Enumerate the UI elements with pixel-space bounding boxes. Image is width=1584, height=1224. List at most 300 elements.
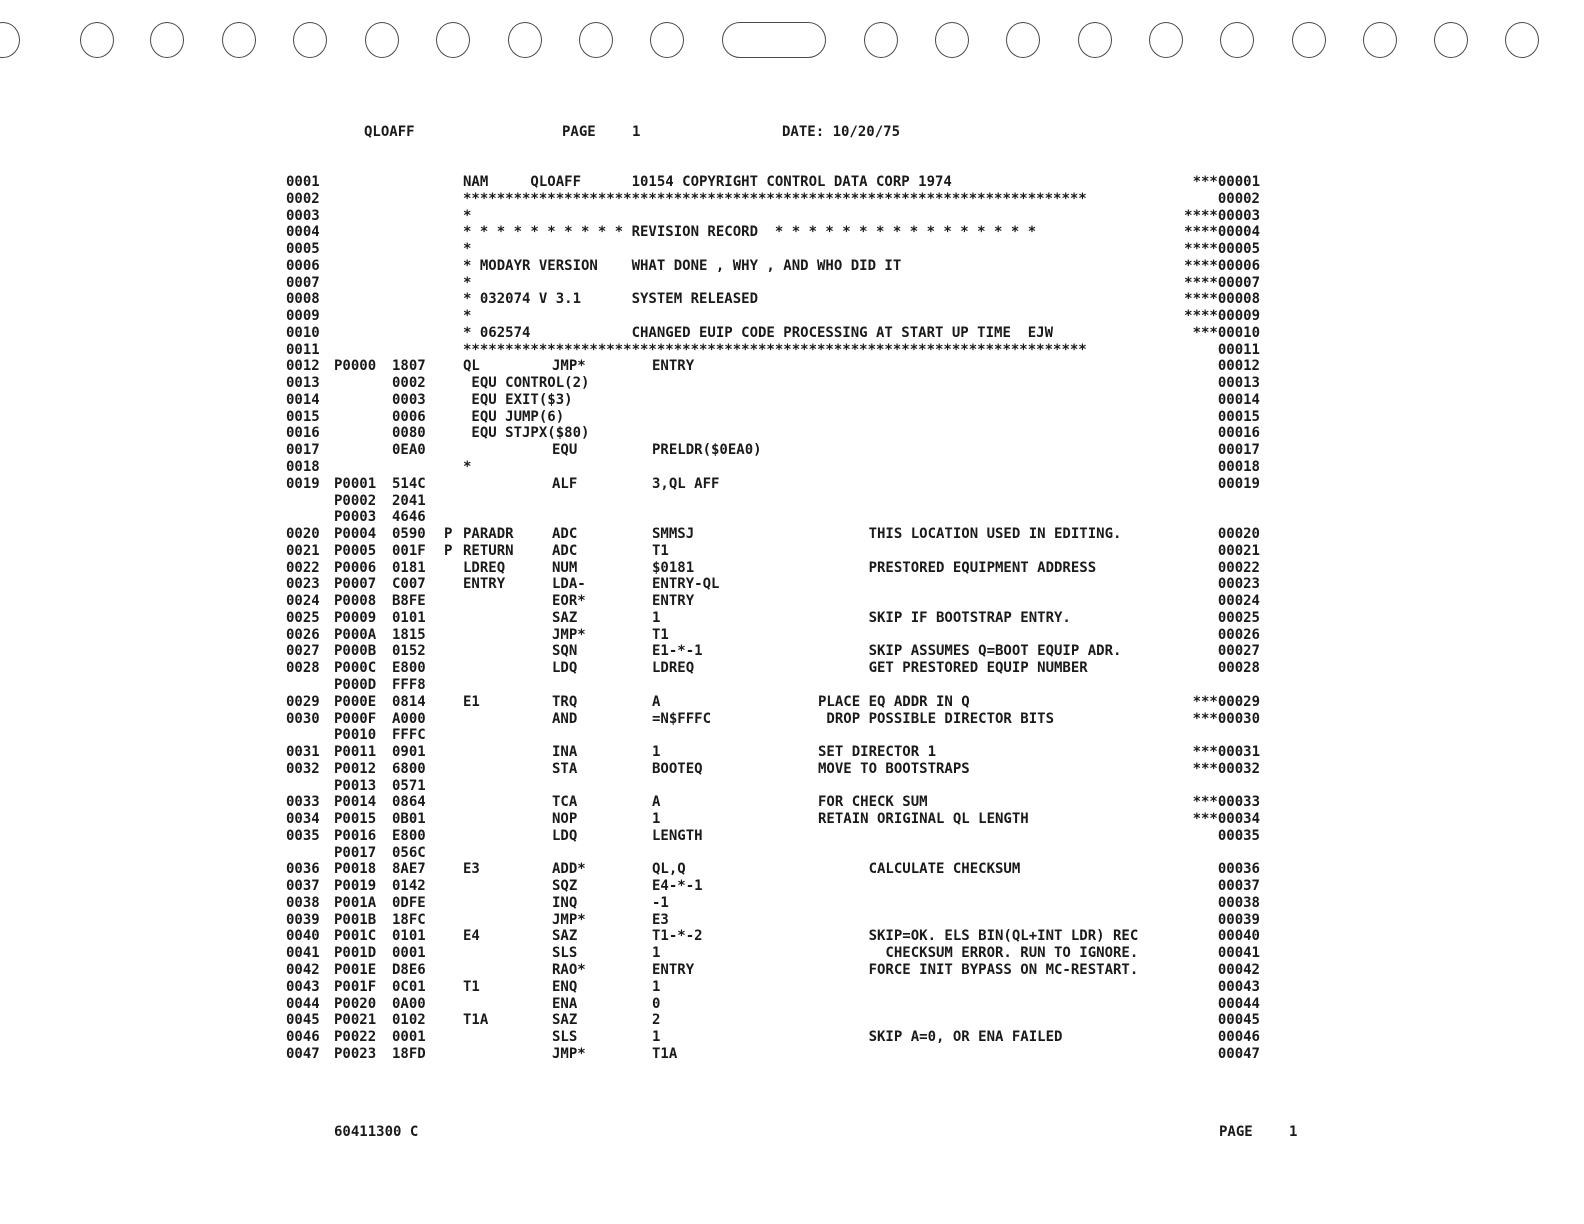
source-text: EQU EXIT($3) — [463, 391, 573, 408]
sequence-number: 00037 — [1217, 878, 1260, 895]
sequence-number: 00044 — [1217, 995, 1260, 1012]
address: P0019 — [334, 878, 377, 895]
listing-row — [0, 694, 1584, 711]
label: T1A — [463, 1012, 489, 1029]
label: E4 — [463, 928, 480, 945]
listing-row — [0, 191, 1584, 208]
line-number: 0035 — [286, 827, 320, 844]
comment: SKIP IF BOOTSTRAP ENTRY. — [818, 609, 1071, 626]
listing-row — [0, 1046, 1584, 1063]
sequence-number: 00015 — [1217, 408, 1260, 425]
listing-row — [0, 258, 1584, 275]
line-number: 0046 — [286, 1029, 320, 1046]
sequence-number: 00045 — [1217, 1012, 1260, 1029]
source-text: ************************************************************************** — [463, 341, 1087, 358]
address: P0017 — [334, 844, 377, 861]
feed-hole — [1292, 22, 1326, 58]
object-code: 0101 — [392, 928, 426, 945]
sequence-number: ***00034 — [1192, 811, 1260, 828]
label: E1 — [463, 693, 480, 710]
sequence-number: 00039 — [1217, 911, 1260, 928]
comment: MOVE TO BOOTSTRAPS — [818, 760, 970, 777]
feed-hole — [150, 22, 184, 58]
operand: E3 — [652, 911, 669, 928]
source-text: * * * * * * * * * * REVISION RECORD * * * * * * * * * * * * * * * * — [463, 224, 1037, 241]
address: P0001 — [334, 475, 377, 492]
feed-hole — [864, 22, 898, 58]
address: P0008 — [334, 593, 377, 610]
sequence-number: ***00001 — [1192, 174, 1260, 190]
address: P0023 — [334, 1045, 377, 1062]
object-code: E800 — [392, 660, 426, 677]
address: P0006 — [334, 559, 377, 576]
address: P0004 — [334, 526, 377, 543]
opcode: ENA — [552, 995, 578, 1012]
object-code: 0901 — [392, 744, 426, 761]
address: P0010 — [334, 727, 377, 744]
operand: A — [652, 794, 661, 811]
address: P000A — [334, 626, 377, 643]
object-code: 0006 — [392, 408, 426, 425]
listing-row — [0, 912, 1584, 929]
sequence-number: ****00008 — [1184, 291, 1260, 308]
operand: E1-*-1 — [652, 643, 703, 660]
opcode: SAZ — [552, 928, 578, 945]
listing-row — [0, 811, 1584, 828]
opcode: EOR* — [552, 593, 586, 610]
line-number: 0030 — [286, 710, 320, 727]
object-code: 001F — [392, 542, 426, 559]
feed-hole — [80, 22, 114, 58]
operand: E4-*-1 — [652, 878, 703, 895]
sequence-number: 00018 — [1217, 459, 1260, 476]
line-number: 0024 — [286, 593, 320, 610]
line-number: 0006 — [286, 257, 320, 274]
listing-row — [0, 375, 1584, 392]
line-number: 0037 — [286, 878, 320, 895]
relocation-flag: P — [444, 542, 453, 559]
feed-hole — [508, 22, 542, 58]
object-code: FFFC — [392, 727, 426, 744]
sequence-number: 00027 — [1217, 643, 1260, 660]
opcode: AND — [552, 710, 578, 727]
sequence-number: ****00009 — [1184, 308, 1260, 325]
address: P0021 — [334, 1012, 377, 1029]
object-code: 0101 — [392, 609, 426, 626]
object-code: A000 — [392, 710, 426, 727]
sequence-number: 00013 — [1217, 375, 1260, 392]
address: P0009 — [334, 609, 377, 626]
object-code: 0142 — [392, 878, 426, 895]
address: P0016 — [334, 827, 377, 844]
comment: THIS LOCATION USED IN EDITING. — [818, 526, 1122, 543]
opcode: TCA — [552, 794, 578, 811]
sequence-number: 00035 — [1217, 827, 1260, 844]
sequence-number: 00016 — [1217, 425, 1260, 442]
listing-row — [0, 627, 1584, 644]
line-number: 0036 — [286, 861, 320, 878]
listing-row — [0, 727, 1584, 744]
source-text: * — [463, 241, 472, 258]
opcode: SLS — [552, 945, 578, 962]
listing-row — [0, 610, 1584, 627]
line-number: 0034 — [286, 811, 320, 828]
listing-row — [0, 509, 1584, 526]
operand: T1-*-2 — [652, 928, 703, 945]
sequence-number: 00022 — [1217, 559, 1260, 576]
operand: ENTRY — [652, 593, 695, 610]
object-code: 0A00 — [392, 995, 426, 1012]
object-code: 0864 — [392, 794, 426, 811]
sequence-number: ***00030 — [1192, 710, 1260, 727]
listing-row — [0, 1012, 1584, 1029]
operand: ENTRY-QL — [652, 576, 720, 593]
opcode: SQZ — [552, 878, 578, 895]
line-number: 0011 — [286, 341, 320, 358]
listing-row — [0, 979, 1584, 996]
comment: DROP POSSIBLE DIRECTOR BITS — [818, 710, 1055, 727]
label: PARADR — [463, 526, 514, 543]
listing-row — [0, 241, 1584, 258]
operand: 3,QL AFF — [652, 475, 720, 492]
sequence-number: ***00032 — [1192, 760, 1260, 777]
operand: =N$FFFC — [652, 710, 712, 727]
operand: ENTRY — [652, 358, 695, 375]
label: RETURN — [463, 542, 514, 559]
sequence-number: 00047 — [1217, 1045, 1260, 1062]
feed-hole — [1006, 22, 1040, 58]
address: P000B — [334, 643, 377, 660]
sequence-number: ****00005 — [1184, 241, 1260, 258]
feed-hole — [0, 22, 20, 58]
opcode: SLS — [552, 1029, 578, 1046]
sequence-number: 00012 — [1217, 358, 1260, 375]
line-number: 0043 — [286, 978, 320, 995]
operand: 0 — [652, 995, 661, 1012]
line-number: 0045 — [286, 1012, 320, 1029]
line-number: 0010 — [286, 324, 320, 341]
line-number: 0021 — [286, 542, 320, 559]
object-code: 0001 — [392, 1029, 426, 1046]
comment: GET PRESTORED EQUIP NUMBER — [818, 660, 1088, 677]
feed-hole — [1078, 22, 1112, 58]
line-number: 0007 — [286, 274, 320, 291]
operand: BOOTEQ — [652, 760, 703, 777]
footer-page-number: 1 — [1289, 1124, 1298, 1140]
address: P001E — [334, 961, 377, 978]
opcode: STA — [552, 760, 578, 777]
address: P001C — [334, 928, 377, 945]
opcode: LDQ — [552, 827, 578, 844]
line-number: 0019 — [286, 475, 320, 492]
listing-row — [0, 593, 1584, 610]
line-number: 0018 — [286, 459, 320, 476]
comment: FORCE INIT BYPASS ON MC-RESTART. — [818, 961, 1139, 978]
opcode: ADD* — [552, 861, 586, 878]
listing-row — [0, 845, 1584, 862]
listing-row — [0, 861, 1584, 878]
opcode: NOP — [552, 811, 578, 828]
address: P0000 — [334, 358, 377, 375]
line-number: 0009 — [286, 308, 320, 325]
operand: LDREQ — [652, 660, 695, 677]
object-code: 0814 — [392, 693, 426, 710]
address: P0018 — [334, 861, 377, 878]
operand: LENGTH — [652, 827, 703, 844]
listing-row — [0, 275, 1584, 292]
object-code: 0152 — [392, 643, 426, 660]
source-text: * MODAYR VERSION WHAT DONE , WHY , AND WHO DID IT — [463, 257, 902, 274]
object-code: 18FC — [392, 911, 426, 928]
source-text: * — [463, 274, 472, 291]
line-number: 0044 — [286, 995, 320, 1012]
footer-page-label: PAGE — [1219, 1124, 1253, 1140]
program-name: QLOAFF — [364, 124, 415, 140]
listing-row — [0, 409, 1584, 426]
opcode: NUM — [552, 559, 578, 576]
source-text: * — [463, 207, 472, 224]
listing-row — [0, 543, 1584, 560]
object-code: 0080 — [392, 425, 426, 442]
source-text: * — [463, 308, 472, 325]
object-code: 0102 — [392, 1012, 426, 1029]
listing-row — [0, 291, 1584, 308]
source-text: ************************************************************************** — [463, 190, 1087, 207]
address: P0022 — [334, 1029, 377, 1046]
operand: A — [652, 693, 661, 710]
line-number: 0042 — [286, 961, 320, 978]
sequence-number: 00023 — [1217, 576, 1260, 593]
relocation-flag: P — [444, 526, 453, 543]
feed-hole — [650, 22, 684, 58]
operand: -1 — [652, 894, 669, 911]
line-number: 0016 — [286, 425, 320, 442]
line-number: 0041 — [286, 945, 320, 962]
line-number: 0013 — [286, 375, 320, 392]
sequence-number: 00017 — [1217, 442, 1260, 459]
comment: PLACE EQ ADDR IN Q — [818, 693, 970, 710]
source-text: EQU STJPX($80) — [463, 425, 590, 442]
listing-row — [0, 224, 1584, 241]
listing-row — [0, 493, 1584, 510]
address: P0013 — [334, 777, 377, 794]
sequence-number: 00020 — [1217, 526, 1260, 543]
feed-hole — [579, 22, 613, 58]
object-code: FFF8 — [392, 676, 426, 693]
line-number: 0031 — [286, 744, 320, 761]
listing-row — [0, 761, 1584, 778]
tractor-feed-holes — [0, 22, 1584, 66]
listing-row — [0, 308, 1584, 325]
listing-row — [0, 996, 1584, 1013]
listing-row — [0, 325, 1584, 342]
object-code: 1815 — [392, 626, 426, 643]
listing-row — [0, 476, 1584, 493]
operand: $0181 — [652, 559, 695, 576]
listing-row — [0, 962, 1584, 979]
listing-row — [0, 342, 1584, 359]
opcode: SQN — [552, 643, 578, 660]
comment: SET DIRECTOR 1 — [818, 744, 937, 761]
assembly-listing — [0, 174, 1584, 1063]
opcode: RAO* — [552, 961, 586, 978]
opcode: SAZ — [552, 1012, 578, 1029]
listing-date: DATE: 10/20/75 — [782, 124, 901, 140]
operand: ENTRY — [652, 961, 695, 978]
sequence-number: ***00029 — [1192, 693, 1260, 710]
label: E3 — [463, 861, 480, 878]
line-number: 0003 — [286, 207, 320, 224]
operand: 1 — [652, 811, 661, 828]
line-number: 0014 — [286, 391, 320, 408]
listing-row — [0, 744, 1584, 761]
sequence-number: 00021 — [1217, 542, 1260, 559]
object-code: 056C — [392, 844, 426, 861]
opcode: EQU — [552, 442, 578, 459]
document-number: 60411300 C — [334, 1124, 419, 1140]
object-code: 0590 — [392, 526, 426, 543]
line-number: 0005 — [286, 241, 320, 258]
line-number: 0040 — [286, 928, 320, 945]
object-code: 4646 — [392, 509, 426, 526]
listing-row — [0, 174, 1584, 191]
label: LDREQ — [463, 559, 506, 576]
operand: 2 — [652, 1012, 661, 1029]
source-text: EQU CONTROL(2) — [463, 375, 590, 392]
listing-row — [0, 526, 1584, 543]
comment: SKIP ASSUMES Q=BOOT EQUIP ADR. — [818, 643, 1122, 660]
object-code: 514C — [392, 475, 426, 492]
object-code: 6800 — [392, 760, 426, 777]
listing-row — [0, 778, 1584, 795]
address: P0007 — [334, 576, 377, 593]
feed-hole — [935, 22, 969, 58]
object-code: 0571 — [392, 777, 426, 794]
source-text: * 062574 CHANGED EUIP CODE PROCESSING AT START UP TIME EJW — [463, 324, 1054, 341]
address: P000E — [334, 693, 377, 710]
listing-row — [0, 828, 1584, 845]
operand: 1 — [652, 1029, 661, 1046]
object-code: 0001 — [392, 945, 426, 962]
listing-row — [0, 794, 1584, 811]
sequence-number: 00026 — [1217, 626, 1260, 643]
opcode: INQ — [552, 894, 578, 911]
sequence-number: 00002 — [1217, 190, 1260, 207]
listing-row — [0, 878, 1584, 895]
label: * — [463, 459, 472, 476]
listing-row — [0, 1029, 1584, 1046]
address: P000D — [334, 676, 377, 693]
listing-row — [0, 643, 1584, 660]
opcode: JMP* — [552, 626, 586, 643]
comment: SKIP=OK. ELS BIN(QL+INT LDR) REC — [818, 928, 1139, 945]
sequence-number: 00042 — [1217, 961, 1260, 978]
label: T1 — [463, 978, 480, 995]
object-code: 0EA0 — [392, 442, 426, 459]
sequence-number: 00011 — [1217, 341, 1260, 358]
object-code: 2041 — [392, 492, 426, 509]
object-code: 1807 — [392, 358, 426, 375]
opcode: TRQ — [552, 693, 578, 710]
feed-slot — [722, 22, 826, 58]
sequence-number: ****00003 — [1184, 207, 1260, 224]
address: P0014 — [334, 794, 377, 811]
listing-row — [0, 576, 1584, 593]
line-number: 0038 — [286, 894, 320, 911]
source-text: * 032074 V 3.1 SYSTEM RELEASED — [463, 291, 759, 308]
opcode: JMP* — [552, 1045, 586, 1062]
sequence-number: ***00010 — [1192, 324, 1260, 341]
sequence-number: 00046 — [1217, 1029, 1260, 1046]
sequence-number: 00024 — [1217, 593, 1260, 610]
object-code: C007 — [392, 576, 426, 593]
object-code: 0B01 — [392, 811, 426, 828]
address: P001F — [334, 978, 377, 995]
opcode: INA — [552, 744, 578, 761]
listing-row — [0, 945, 1584, 962]
address: P0003 — [334, 509, 377, 526]
object-code: D8E6 — [392, 961, 426, 978]
address: P000C — [334, 660, 377, 677]
opcode: LDQ — [552, 660, 578, 677]
operand: 1 — [652, 945, 661, 962]
line-number: 0026 — [286, 626, 320, 643]
sequence-number: ****00004 — [1184, 224, 1260, 241]
opcode: ALF — [552, 475, 578, 492]
listing-row — [0, 560, 1584, 577]
opcode: JMP* — [552, 911, 586, 928]
line-number: 0039 — [286, 911, 320, 928]
line-number: 0032 — [286, 760, 320, 777]
label: QL — [463, 358, 480, 375]
operand: QL,Q — [652, 861, 686, 878]
sequence-number: 00014 — [1217, 391, 1260, 408]
line-number: 0004 — [286, 224, 320, 241]
comment: PRESTORED EQUIPMENT ADDRESS — [818, 559, 1097, 576]
object-code: 0002 — [392, 375, 426, 392]
object-code: B8FE — [392, 593, 426, 610]
opcode: ADC — [552, 542, 578, 559]
sequence-number: 00043 — [1217, 978, 1260, 995]
listing-row — [0, 711, 1584, 728]
line-number: 0001 — [286, 174, 320, 190]
page-number: 1 — [632, 124, 641, 140]
listing-row — [0, 442, 1584, 459]
sequence-number: 00019 — [1217, 475, 1260, 492]
sequence-number: 00028 — [1217, 660, 1260, 677]
line-number: 0012 — [286, 358, 320, 375]
opcode: SAZ — [552, 609, 578, 626]
sequence-number: ****00006 — [1184, 257, 1260, 274]
listing-row — [0, 660, 1584, 677]
sequence-number: ***00033 — [1192, 794, 1260, 811]
line-number: 0033 — [286, 794, 320, 811]
address: P0012 — [334, 760, 377, 777]
object-code: 0003 — [392, 391, 426, 408]
sequence-number: ****00007 — [1184, 274, 1260, 291]
source-text: NAM QLOAFF 10154 COPYRIGHT CONTROL DATA CORP 1974 — [463, 174, 952, 190]
address: P0005 — [334, 542, 377, 559]
listing-row — [0, 459, 1584, 476]
feed-hole — [1149, 22, 1183, 58]
feed-hole — [1363, 22, 1397, 58]
comment: CALCULATE CHECKSUM — [818, 861, 1021, 878]
sequence-number: 00025 — [1217, 609, 1260, 626]
address: P001D — [334, 945, 377, 962]
line-number: 0023 — [286, 576, 320, 593]
operand: T1 — [652, 626, 669, 643]
listing-row — [0, 928, 1584, 945]
